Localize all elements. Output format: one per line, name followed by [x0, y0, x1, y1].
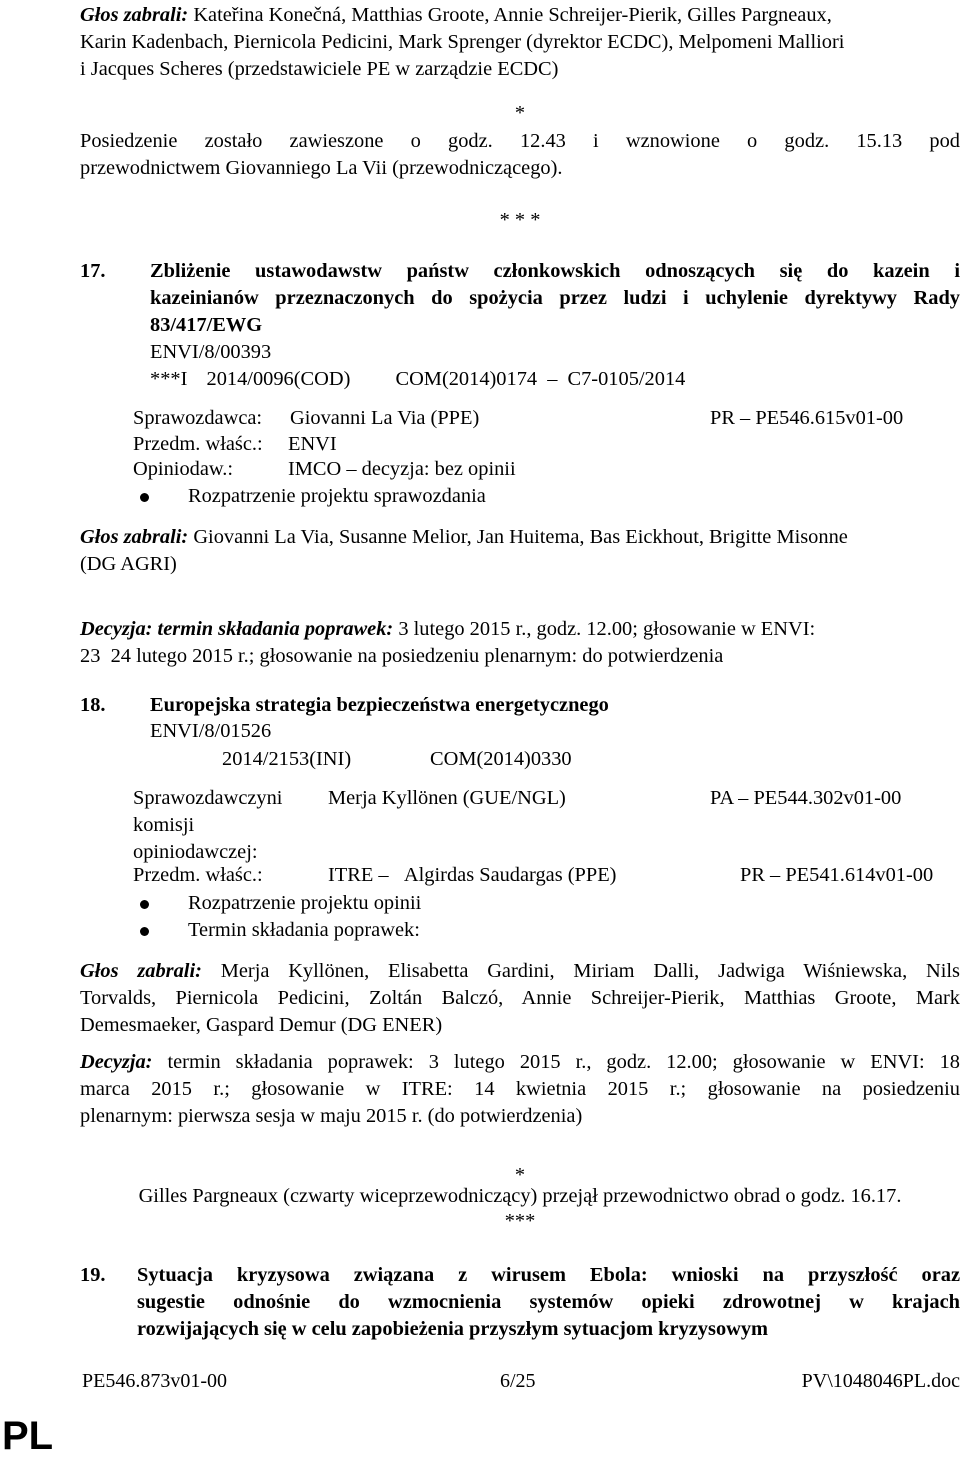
rapporteur-name: Giovanni La Via (PPE) [290, 407, 480, 429]
rapporteur-label-line: opiniodawczej: [133, 841, 258, 863]
decision-label: Decyzja: termin składania poprawek: [80, 618, 394, 640]
item-title [150, 258, 960, 339]
procedure-code: 2014/2153(INI) [222, 748, 352, 770]
item-title-line: sugestie odnośnie do wzmocnienia systemów opieki zdrowotnej w krajach [137, 1291, 960, 1313]
responsible-row: ITRE – Algirdas Saudargas (PPE) [328, 864, 617, 886]
suspension-note [80, 128, 960, 182]
language-mark: PL [2, 1414, 54, 1458]
suspension-line: Posiedzenie zostało zawieszone o godz. 12.43 i wznowione o godz. 15.13 pod [80, 130, 960, 152]
responsible-committee: ITRE [328, 864, 374, 886]
document-ref: PR – PE546.615v01-00 [710, 407, 904, 429]
decision-text: plenarnym: pierwsza sesja w maju 2015 r. (do potwierdzenia) [80, 1105, 583, 1127]
speakers-block-1 [80, 2, 960, 83]
decision-text: marca 2015 r.; głosowanie w ITRE: 14 kwietnia 2015 r.; głosowanie na posiedzeniu [80, 1078, 960, 1100]
responsible-label: Przedm. właśc.: [133, 433, 263, 455]
speakers-label: Głos zabrali: [80, 960, 202, 982]
procedure-row [150, 366, 685, 393]
item-title-line: rozwijających się w celu zapobieżenia przyszłym sytuacjom kryzysowym [137, 1318, 769, 1340]
separator: * * * [499, 209, 541, 231]
bullet-text: Termin składania poprawek: [188, 919, 420, 941]
document-type: PR [740, 864, 765, 886]
item-number: 17. [80, 260, 106, 282]
rapporteur-label: Sprawozdawca: [133, 407, 263, 429]
decision-text: 3 lutego 2015 r., godz. 12.00; głosowanie w ENVI: [398, 618, 816, 640]
decision-block-17 [80, 616, 960, 670]
separator: * [514, 102, 526, 124]
item-title: Europejska strategia bezpieczeństwa energetycznego [150, 694, 609, 716]
item-title-line: Zbliżenie ustawodawstw państw członkowskich odnoszących się do kazein i [150, 260, 960, 282]
separator: * [514, 1164, 526, 1186]
item-title-line: kazeinianów przeznaczonych do spożycia przez ludzi i uchylenie dyrektywy Rady [150, 287, 960, 309]
document-type: PA [710, 787, 734, 809]
decision-label: Decyzja: [80, 1051, 153, 1073]
speakers-text: Giovanni La Via, Susanne Melior, Jan Huitema, Bas Eickhout, Brigitte Misonne [193, 526, 848, 548]
c-code: C7-0105/2014 [567, 368, 686, 390]
bullet-icon [140, 927, 149, 936]
item-number: 19. [80, 1264, 106, 1286]
speakers-label: Głos zabrali: [80, 526, 189, 548]
item-title [137, 1262, 960, 1343]
com-code: COM(2014)0330 [430, 748, 572, 770]
bullet-text: Rozpatrzenie projektu sprawozdania [188, 485, 486, 507]
opinion-label: Opiniodaw.: [133, 458, 234, 480]
speakers-text: i Jacques Scheres (przedstawiciele PE w zarządzie ECDC) [80, 58, 559, 80]
decision-text: 23 24 lutego 2015 r.; głosowanie na posiedzeniu plenarnym: do potwierdzenia [80, 645, 724, 667]
responsible-label: Przedm. właśc.: [133, 864, 263, 886]
bullet-item [140, 483, 486, 510]
document-code: PE546.615v01-00 [755, 407, 904, 429]
item-title-line: 83/417/EWG [150, 314, 263, 336]
bullet-text: Rozpatrzenie projektu opinii [188, 892, 422, 914]
speakers-block-17 [80, 524, 960, 578]
rapporteur-label-line: Sprawozdawczyni [133, 787, 283, 809]
speakers-block-18 [80, 958, 960, 1039]
procedure-type: ***I [150, 368, 188, 390]
speakers-text: Karin Kadenbach, Piernicola Pedicini, Mark Sprenger (dyrektor ECDC), Melpomeni Malliori [80, 31, 845, 53]
procedure-code: 2014/0096(COD) [206, 368, 351, 390]
bullet-icon [140, 493, 149, 502]
rapporteur-label [133, 785, 282, 866]
document-type: PR [710, 407, 735, 429]
opinion-committee: IMCO [288, 458, 342, 480]
opinion-row: IMCO – decyzja: bez opinii [288, 458, 516, 480]
dash: – [547, 368, 558, 390]
opinion-text: decyzja: bez opinii [361, 458, 516, 480]
speakers-text: Merja Kyllönen, Elisabetta Gardini, Miriam Dalli, Jadwiga Wiśniewska, Nils [220, 960, 960, 982]
chair-note: Gilles Pargneaux (czwarty wiceprzewodniczący) przejął przewodnictwo obrad o godz. 16.17. [138, 1185, 902, 1207]
speakers-label: Głos zabrali: [80, 4, 189, 26]
com-code: COM(2014)0174 [395, 368, 538, 390]
decision-block-18 [80, 1049, 960, 1130]
decision-text: termin składania poprawek: 3 lutego 2015 r., godz. 12.00; głosowanie w ENVI: 18 [167, 1051, 960, 1073]
item-title-line: Sytuacja kryzysowa związana z wirusem Ebola: wnioski na przyszłość oraz [137, 1264, 960, 1286]
footer-right: PV\1048046PL.doc [801, 1370, 960, 1392]
document-code: PE541.614v01-00 [785, 864, 934, 886]
speakers-text: Demesmaeker, Gaspard Demur (DG ENER) [80, 1014, 443, 1036]
rapporteur-label-line: komisji [133, 814, 195, 836]
footer-page-number: 6/25 [500, 1370, 536, 1392]
document-ref: PA – PE544.302v01-00 [710, 787, 902, 809]
item-number: 18. [80, 694, 106, 716]
bullet-icon [140, 900, 149, 909]
speakers-text: Kateřina Konečná, Matthias Groote, Annie Schreijer-Pierik, Gilles Pargneaux, [193, 4, 832, 26]
rapporteur-name: Merja Kyllönen (GUE/NGL) [328, 787, 566, 809]
bullet-item [140, 890, 422, 917]
footer-left: PE546.873v01-00 [82, 1370, 227, 1392]
separator: *** [504, 1210, 536, 1232]
item-reference: ENVI/8/00393 [150, 341, 272, 363]
responsible-committee: ENVI [288, 433, 337, 455]
responsible-rapporteur: Algirdas Saudargas (PPE) [403, 864, 617, 886]
speakers-text: (DG AGRI) [80, 553, 177, 575]
speakers-text: Torvalds, Piernicola Pedicini, Zoltán Balczó, Annie Schreijer-Pierik, Matthias Groote, Mark [80, 987, 960, 1009]
item-reference: ENVI/8/01526 [150, 720, 272, 742]
document-ref: PR – PE541.614v01-00 [740, 864, 934, 886]
bullet-item [140, 917, 420, 944]
document-code: PE544.302v01-00 [753, 787, 902, 809]
suspension-line: przewodnictwem Giovanniego La Vii (przewodniczącego). [80, 157, 563, 179]
